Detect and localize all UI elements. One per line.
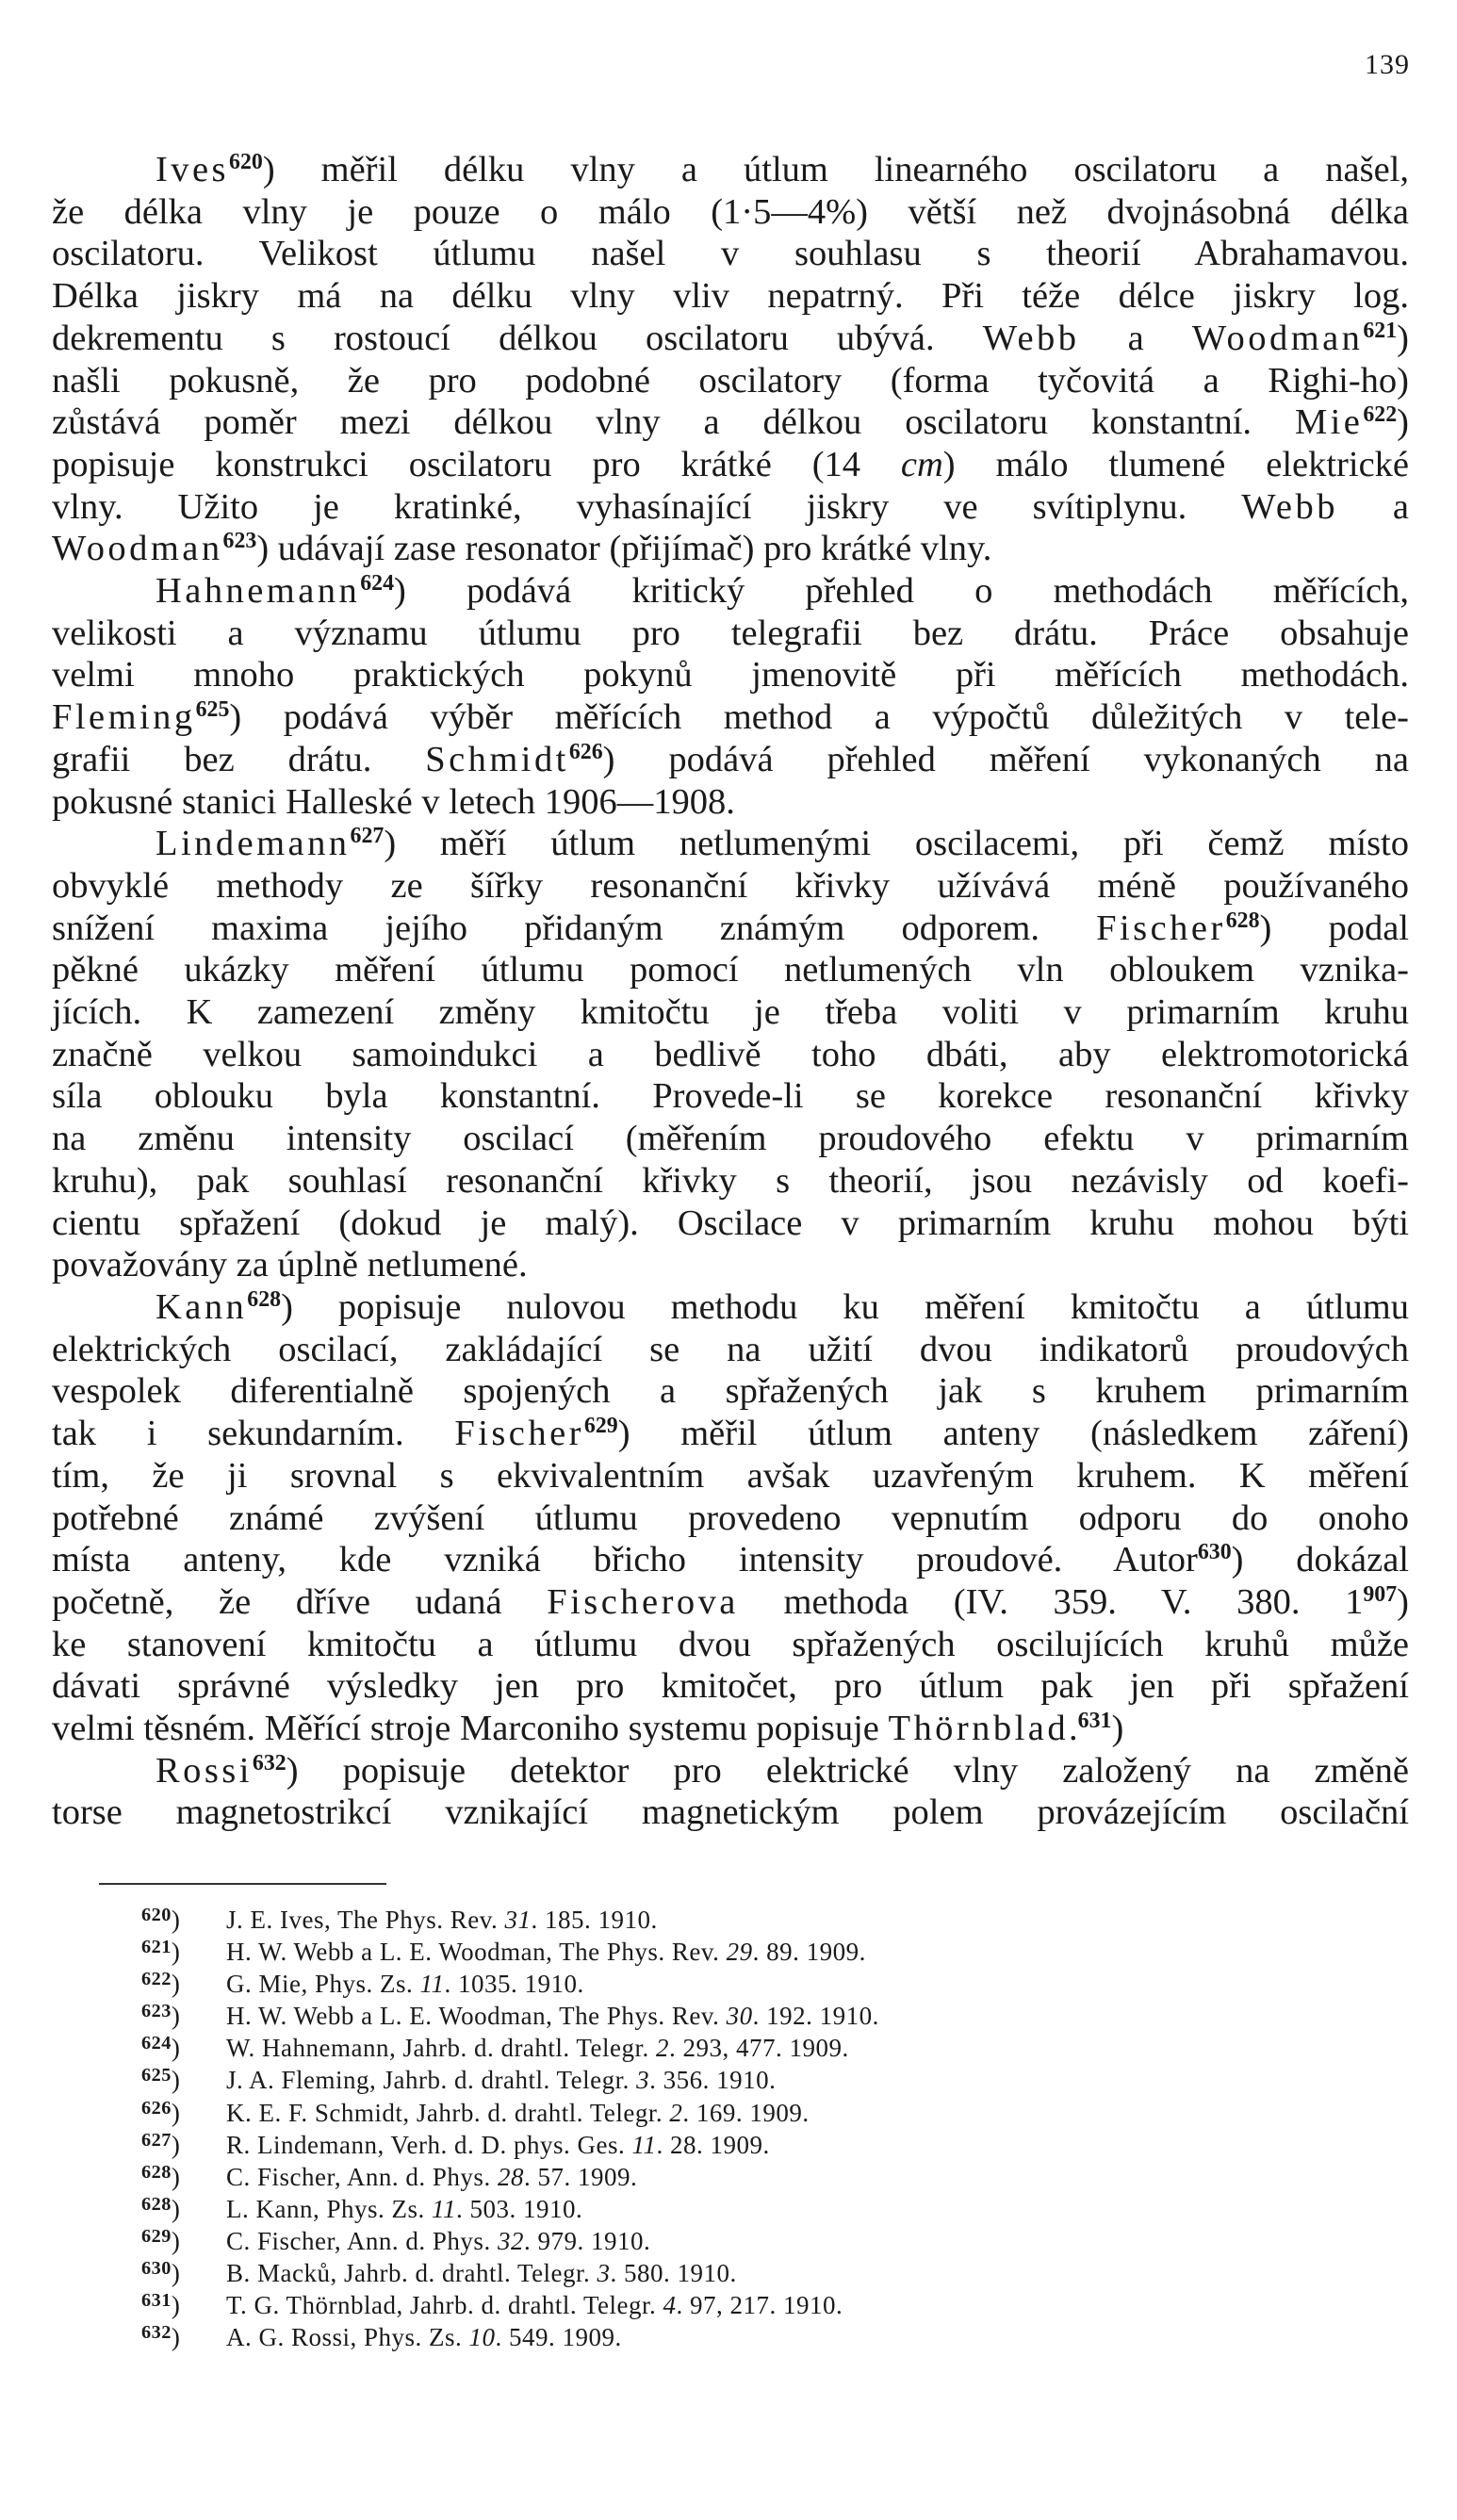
footnote-text: L. Kann, Phys. Zs. 11. 503. 1910. (226, 2194, 583, 2223)
footnote-separator (99, 1883, 386, 1885)
footnote-number: $^{631}$) (141, 2290, 181, 2320)
text-line: že délka vlny je pouze o málo (1·5—4%) větší než dvojnásobná délka (52, 191, 1409, 232)
paragraph (52, 570, 1409, 823)
page-number: 139 (1365, 49, 1410, 80)
text-line: značně velkou samoindukci a bedlivě toho dbáti, aby elektromotorická (52, 1034, 1409, 1074)
footnote (141, 2289, 1367, 2321)
text-line: obvyklé methody ze šířky resonanční křivky užívává méně používaného (52, 865, 1409, 906)
paragraph (52, 823, 1409, 1286)
footnote (141, 1936, 1367, 1968)
text-line: početně, že dříve udaná Fischerova methoda (IV. 359. V. 380. $1^{907}$) (52, 1581, 1409, 1622)
footnote (141, 2129, 1367, 2161)
footnote-text: G. Mie, Phys. Zs. 11. 1035. 1910. (226, 1970, 584, 1999)
text-line: Rossi$^{632}$) popisuje detektor pro elektrické vlny založený na změně (156, 1750, 1409, 1791)
text-line: dávati správné výsledky jen pro kmitočet, pro útlum pak jen při spřažení (52, 1666, 1409, 1707)
text-line: velikosti a významu útlumu pro telegrafii bez drátu. Práce obsahuje (52, 613, 1409, 653)
footnote (141, 2097, 1367, 2129)
footnote-number: $^{630}$) (141, 2257, 181, 2288)
text-line: Délka jiskry má na délku vlny vliv nepatrný. Při téže délce jiskry log. (52, 276, 1409, 317)
footnote-number: $^{625}$) (141, 2065, 181, 2095)
text-line: Ives$^{620}$) měřil délku vlny a útlum linearného oscilatoru a našel, (156, 149, 1409, 189)
footnote (141, 2225, 1367, 2257)
footnote (141, 1968, 1367, 2000)
text-line: pěkné ukázky měření útlumu pomocí netlumených vln obloukem vznika- (52, 950, 1409, 990)
text-line: dekrementu s rostoucí délkou oscilatoru ubývá. Webb a Woodman$^{621}$) (52, 318, 1409, 358)
footnote-text: J. E. Ives, The Phys. Rev. 31. 185. 1910. (226, 1906, 658, 1934)
text-line: velmi mnoho praktických pokynů jmenovitě při měřících methodách. (52, 655, 1409, 695)
text-line: snížení maxima jejího přidaným známým odporem. Fischer$^{628}$) podal (52, 908, 1409, 948)
footnote-text: T. G. Thörnblad, Jahrb. d. drahtl. Telegr. 4. 97, 217. 1910. (226, 2291, 843, 2320)
footnote-number: $^{628}$) (141, 2161, 181, 2191)
footnotes (141, 1904, 1367, 2353)
text-line: našli pokusně, že pro podobné oscilatory (forma tyčovitá a Righi-ho) (52, 360, 1409, 401)
footnote-text: H. W. Webb a L. E. Woodman, The Phys. Rev. 30. 192. 1910. (226, 2002, 879, 2031)
body-text (52, 149, 1409, 1834)
text-line: oscilatoru. Velikost útlumu našel v souhlasu s theorií Abrahamavou. (52, 234, 1409, 274)
text-line: elektrických oscilací, zakládající se na užití dvou indikatorů proudových (52, 1329, 1409, 1369)
text-line: torse magnetostrikcí vznikající magnetickým polem provázejícím oscilační (52, 1792, 1409, 1833)
text-line: síla oblouku byla konstantní. Provede-li se korekce resonanční křivky (52, 1076, 1409, 1117)
text-line: zůstává poměr mezi délkou vlny a délkou oscilatoru konstantní. Mie$^{622}$) (52, 402, 1409, 443)
text-line: Kann$^{628}$) popisuje nulovou methodu ku měření kmitočtu a útlumu (156, 1286, 1409, 1327)
footnote-number: $^{628}$) (141, 2193, 181, 2223)
paragraph (52, 1750, 1409, 1834)
text-line: vespolek diferentialně spojených a spřažených jak s kruhem primarním (52, 1371, 1409, 1412)
text-line: ke stanovení kmitočtu a útlumu dvou spřažených oscilujících kruhů může (52, 1624, 1409, 1664)
text-line: Fleming$^{625}$) podává výběr měřících method a výpočtů důležitých v tele- (52, 697, 1409, 738)
paragraph (52, 149, 1409, 570)
footnote (141, 2000, 1367, 2032)
footnote-text: R. Lindemann, Verh. d. D. phys. Ges. 11. 28. 1909. (226, 2130, 770, 2159)
footnote-text: C. Fischer, Ann. d. Phys. 28. 57. 1909. (226, 2162, 638, 2191)
footnote-text: C. Fischer, Ann. d. Phys. 32. 979. 1910. (226, 2226, 651, 2255)
text-line: tak i sekundarním. Fischer$^{629}$) měřil útlum anteny (následkem záření) (52, 1413, 1409, 1454)
text-line: tím, že ji srovnal s ekvivalentním avšak uzavřeným kruhem. K měření (52, 1455, 1409, 1496)
text-line: velmi těsném. Měřící stroje Marconiho systemu popisuje Thörnblad.$^{631}$) (52, 1708, 1124, 1749)
footnote-text: K. E. F. Schmidt, Jahrb. d. drahtl. Telegr. 2. 169. 1909. (226, 2098, 810, 2127)
text-line: Woodman$^{623}$) udávají zase resonator (přijímač) pro krátké vlny. (52, 529, 992, 569)
footnote (141, 2257, 1367, 2289)
text-line: popisuje konstrukci oscilatoru pro krátké (14 cm) málo tlumené elektrické (52, 444, 1409, 484)
text-line: považovány za úplně netlumené. (52, 1245, 528, 1285)
footnote-number: $^{623}$) (141, 2001, 181, 2031)
footnote (141, 2064, 1367, 2096)
footnote-number: $^{629}$) (141, 2225, 181, 2255)
footnote-number: $^{622}$) (141, 1969, 181, 1999)
text-line: grafii bez drátu. Schmidt$^{626}$) podává přehled měření vykonaných na (52, 739, 1409, 779)
footnote-number: $^{624}$) (141, 2033, 181, 2063)
footnote-text: B. Macků, Jahrb. d. drahtl. Telegr. 3. 580. 1910. (226, 2259, 737, 2288)
paragraph (52, 1286, 1409, 1750)
footnote-number: $^{626}$) (141, 2097, 181, 2127)
footnote (141, 2161, 1367, 2193)
text-line: kruhu), pak souhlasí resonanční křivky s theorií, jsou nezávisly od koefi- (52, 1160, 1409, 1201)
footnote-text: H. W. Webb a L. E. Woodman, The Phys. Rev. 29. 89. 1909. (226, 1938, 866, 1967)
footnote (141, 2321, 1367, 2353)
text-line: vlny. Užito je kratinké, vyhasínající jiskry ve svítiplynu. Webb a (52, 486, 1409, 527)
footnote-text: W. Hahnemann, Jahrb. d. drahtl. Telegr. 2. 293, 477. 1909. (226, 2034, 849, 2063)
footnote (141, 1904, 1367, 1936)
footnote-number: $^{627}$) (141, 2129, 181, 2159)
text-line: na změnu intensity oscilací (měřením proudového efektu v primarním (52, 1119, 1409, 1159)
footnote-text: J. A. Fleming, Jahrb. d. drahtl. Telegr. 3. 356. 1910. (226, 2066, 777, 2095)
footnote-number: $^{620}$) (141, 1904, 181, 1934)
footnote (141, 2193, 1367, 2225)
text-line: místa anteny, kde vzniká břicho intensity proudové. Autor$^{630}$) dokázal (52, 1540, 1409, 1580)
footnote-number: $^{621}$) (141, 1937, 181, 1967)
footnote (141, 2032, 1367, 2064)
text-line: potřebné známé zvýšení útlumu provedeno vepnutím odporu do onoho (52, 1497, 1409, 1538)
text-line: pokusné stanici Halleské v letech 1906—1908. (52, 781, 735, 822)
footnote-number: $^{632}$) (141, 2322, 181, 2352)
text-line: Lindemann$^{627}$) měří útlum netlumenými oscilacemi, při čemž místo (156, 824, 1409, 864)
text-line: cientu spřažení (dokud je malý). Oscilace v primarním kruhu mohou býti (52, 1203, 1409, 1243)
text-line: jících. K zamezení změny kmitočtu je třeba voliti v primarním kruhu (52, 992, 1409, 1033)
footnote-text: A. G. Rossi, Phys. Zs. 10. 549. 1909. (226, 2323, 622, 2352)
text-line: Hahnemann$^{624}$) podává kritický přehled o methodách měřících, (156, 570, 1409, 612)
